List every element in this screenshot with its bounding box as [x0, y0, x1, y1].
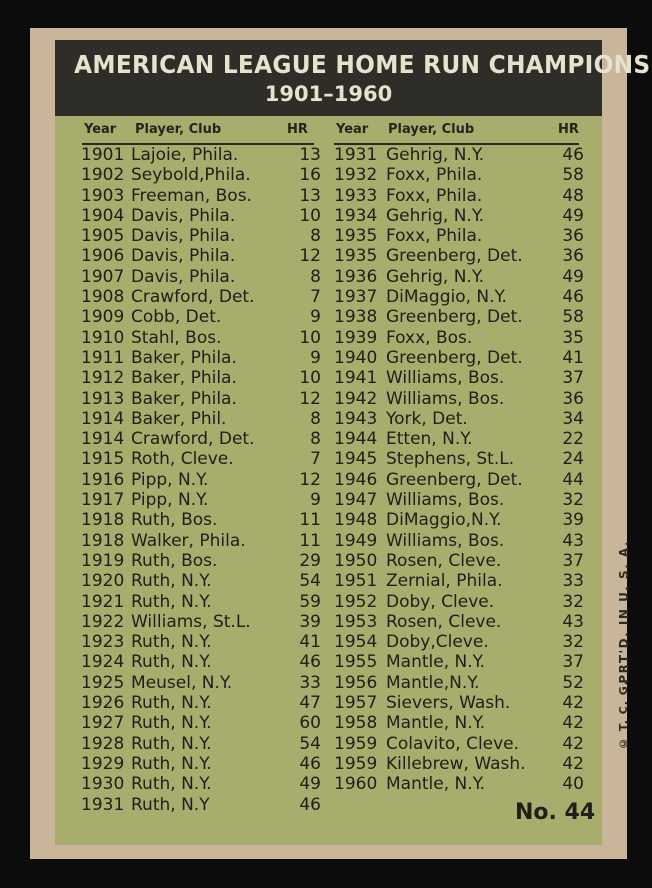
home-runs-cell: 42 [562, 753, 584, 774]
player-club-cell: Pipp, N.Y. [131, 490, 209, 511]
year-cell: 1911 [81, 347, 125, 368]
champion-row [81, 531, 321, 551]
home-runs-cell: 10 [299, 327, 321, 348]
home-runs-cell: 41 [562, 347, 584, 368]
home-runs-cell: 37 [562, 368, 584, 389]
player-club-cell: Williams, Bos. [386, 368, 505, 389]
year-cell: 1946 [334, 469, 378, 490]
home-runs-cell: 12 [299, 469, 321, 490]
champion-row [81, 592, 321, 612]
year-cell: 1925 [81, 672, 125, 693]
champion-row [81, 429, 321, 449]
year-cell: 1924 [81, 652, 125, 673]
year-cell: 1944 [334, 429, 378, 450]
home-runs-cell: 36 [562, 388, 584, 409]
year-cell: 1913 [81, 388, 125, 409]
champion-row [81, 368, 321, 388]
player-club-cell: Mantle, N.Y. [386, 652, 485, 673]
year-cell: 1912 [81, 368, 125, 389]
year-cell: 1932 [334, 165, 378, 186]
stats-panel [55, 40, 651, 845]
home-runs-cell: 10 [299, 368, 321, 389]
home-runs-cell: 46 [299, 753, 321, 774]
year-cell: 1907 [81, 266, 125, 287]
right-player-header: Player, Club [388, 122, 475, 137]
champion-row [81, 287, 321, 307]
player-club-cell: Foxx, Phila. [386, 165, 483, 186]
home-runs-cell: 47 [299, 693, 321, 714]
champion-row [81, 226, 321, 246]
home-runs-cell: 42 [562, 713, 584, 734]
champion-row [81, 206, 321, 226]
year-cell: 1960 [334, 774, 378, 795]
champion-row [334, 165, 584, 185]
home-runs-cell: 33 [562, 571, 584, 592]
home-runs-cell: 32 [562, 632, 584, 653]
home-runs-cell: 43 [562, 611, 584, 632]
home-runs-cell: 8 [310, 266, 321, 287]
left-hr-header: HR [287, 122, 308, 137]
year-cell: 1906 [81, 246, 125, 267]
home-runs-cell: 22 [562, 429, 584, 450]
player-club-cell: Davis, Phila. [131, 266, 236, 287]
printed-in-note: PRT'D. IN U. S. A. [617, 540, 631, 684]
home-runs-cell: 13 [299, 145, 321, 165]
player-club-cell: Ruth, N.Y. [131, 632, 212, 653]
champion-row [334, 429, 584, 449]
home-runs-cell: 46 [562, 145, 584, 165]
champion-row [334, 510, 584, 530]
player-club-cell: Ruth, N.Y [131, 794, 210, 815]
year-cell: 1927 [81, 713, 125, 734]
player-club-cell: Ruth, N.Y. [131, 733, 212, 754]
player-club-cell: DiMaggio,N.Y. [386, 510, 502, 531]
player-club-cell: Davis, Phila. [131, 246, 236, 267]
year-cell: 1958 [334, 713, 378, 734]
player-club-cell: Mantle,N.Y. [386, 672, 480, 693]
year-cell: 1936 [334, 266, 378, 287]
champion-row [81, 307, 321, 327]
home-runs-cell: 54 [299, 733, 321, 754]
year-cell: 1928 [81, 733, 125, 754]
champion-row [334, 693, 584, 713]
champion-row [334, 267, 584, 287]
home-runs-cell: 46 [562, 287, 584, 308]
year-cell: 1957 [334, 693, 378, 714]
player-club-cell: Ruth, N.Y. [131, 652, 212, 673]
home-runs-cell: 12 [299, 388, 321, 409]
champion-row [334, 571, 584, 591]
champion-row [81, 734, 321, 754]
year-cell: 1908 [81, 287, 125, 308]
year-cell: 1909 [81, 307, 125, 328]
champion-row [334, 734, 584, 754]
year-cell: 1903 [81, 185, 125, 206]
player-club-cell: Doby,Cleve. [386, 632, 489, 653]
year-cell: 1918 [81, 510, 125, 531]
player-club-cell: Colavito, Cleve. [386, 733, 520, 754]
champion-row [334, 246, 584, 266]
home-runs-cell: 11 [299, 530, 321, 551]
champion-row [81, 510, 321, 530]
year-cell: 1951 [334, 571, 378, 592]
player-club-cell: Foxx, Bos. [386, 327, 473, 348]
year-cell: 1945 [334, 449, 378, 470]
champion-row [81, 246, 321, 266]
champion-row [81, 389, 321, 409]
player-club-cell: Crawford, Det. [131, 429, 255, 450]
year-cell: 1943 [334, 408, 378, 429]
champion-row [334, 226, 584, 246]
year-cell: 1930 [81, 774, 125, 795]
year-cell: 1915 [81, 449, 125, 470]
home-runs-cell: 37 [562, 652, 584, 673]
home-runs-cell: 48 [562, 185, 584, 206]
champion-row [81, 470, 321, 490]
home-runs-cell: 36 [562, 246, 584, 267]
year-cell: 1950 [334, 550, 378, 571]
year-cell: 1914 [81, 429, 125, 450]
champion-row [81, 409, 321, 429]
champion-row [81, 612, 321, 632]
champion-row [334, 145, 584, 165]
player-club-cell: Williams, Bos. [386, 530, 505, 551]
player-club-cell: York, Det. [386, 408, 468, 429]
player-club-cell: Rosen, Cleve. [386, 611, 502, 632]
champion-row [81, 348, 321, 368]
year-cell: 1923 [81, 632, 125, 653]
home-runs-cell: 42 [562, 733, 584, 754]
home-runs-cell: 16 [299, 165, 321, 186]
champion-row [334, 774, 584, 794]
player-club-cell: Freeman, Bos. [131, 185, 252, 206]
player-club-cell: Gehrig, N.Y. [386, 266, 485, 287]
home-runs-cell: 10 [299, 205, 321, 226]
champion-row [334, 389, 584, 409]
champion-row [81, 571, 321, 591]
home-runs-cell: 29 [299, 550, 321, 571]
card-title: AMERICAN LEAGUE HOME RUN CHAMPIONS [74, 50, 651, 79]
home-runs-cell: 40 [562, 774, 584, 795]
player-club-cell: Rosen, Cleve. [386, 550, 502, 571]
right-hr-header: HR [558, 122, 579, 137]
home-runs-cell: 39 [299, 611, 321, 632]
year-cell: 1920 [81, 571, 125, 592]
champion-row [334, 328, 584, 348]
home-runs-cell: 46 [299, 652, 321, 673]
baseball-card-back [30, 28, 651, 859]
champion-row [334, 348, 584, 368]
player-club-cell: Ruth, N.Y. [131, 693, 212, 714]
player-club-cell: Baker, Phila. [131, 388, 237, 409]
player-club-cell: Stahl, Bos. [131, 327, 222, 348]
champion-row [334, 612, 584, 632]
champion-row [334, 449, 584, 469]
year-cell: 1921 [81, 591, 125, 612]
year-cell: 1905 [81, 226, 125, 247]
home-runs-cell: 9 [310, 307, 321, 328]
player-club-cell: Greenberg, Det. [386, 307, 523, 328]
home-runs-cell: 13 [299, 185, 321, 206]
home-runs-cell: 37 [562, 550, 584, 571]
year-cell: 1933 [334, 185, 378, 206]
champion-row [334, 673, 584, 693]
player-club-cell: Foxx, Phila. [386, 226, 483, 247]
player-club-cell: Roth, Cleve. [131, 449, 234, 470]
home-runs-cell: 49 [562, 205, 584, 226]
year-cell: 1955 [334, 652, 378, 673]
home-runs-cell: 36 [562, 226, 584, 247]
year-cell: 1917 [81, 490, 125, 511]
home-runs-cell: 8 [310, 408, 321, 429]
player-club-cell: Ruth, Bos. [131, 550, 218, 571]
champion-row [334, 490, 584, 510]
year-cell: 1938 [334, 307, 378, 328]
home-runs-cell: 54 [299, 571, 321, 592]
year-cell: 1935 [334, 226, 378, 247]
home-runs-cell: 41 [299, 632, 321, 653]
home-runs-cell: 43 [562, 530, 584, 551]
home-runs-cell: 11 [299, 510, 321, 531]
year-cell: 1941 [334, 368, 378, 389]
champion-row [81, 186, 321, 206]
home-runs-cell: 35 [562, 327, 584, 348]
player-club-cell: Lajoie, Phila. [131, 145, 239, 165]
year-cell: 1942 [334, 388, 378, 409]
champion-row [334, 206, 584, 226]
year-cell: 1939 [334, 327, 378, 348]
player-club-cell: Meusel, N.Y. [131, 672, 233, 693]
champion-row [81, 267, 321, 287]
champion-row [81, 165, 321, 185]
home-runs-cell: 58 [562, 307, 584, 328]
player-club-cell: Ruth, N.Y. [131, 753, 212, 774]
left-champions-list [81, 145, 321, 815]
home-runs-cell: 24 [562, 449, 584, 470]
player-club-cell: Greenberg, Det. [386, 469, 523, 490]
champion-row [334, 409, 584, 429]
champion-row [81, 449, 321, 469]
player-club-cell: Foxx, Phila. [386, 185, 483, 206]
year-cell: 1940 [334, 347, 378, 368]
player-club-cell: Etten, N.Y. [386, 429, 473, 450]
player-club-cell: Baker, Phil. [131, 408, 227, 429]
champion-row [334, 531, 584, 551]
champion-row [334, 368, 584, 388]
home-runs-cell: 42 [562, 693, 584, 714]
champion-row [334, 287, 584, 307]
player-club-cell: Ruth, N.Y. [131, 591, 212, 612]
right-year-header: Year [336, 122, 369, 137]
card-year-range: 1901–1960 [264, 82, 393, 106]
year-cell: 1902 [81, 165, 125, 186]
home-runs-cell: 34 [562, 408, 584, 429]
year-cell: 1947 [334, 490, 378, 511]
title-banner [55, 40, 651, 116]
champion-row [334, 186, 584, 206]
player-club-cell: Ruth, N.Y. [131, 774, 212, 795]
card-number: No. 44 [515, 800, 596, 825]
year-cell: 1919 [81, 550, 125, 571]
player-club-cell: Baker, Phila. [131, 347, 237, 368]
champion-row [81, 795, 321, 815]
player-club-cell: Greenberg, Det. [386, 347, 523, 368]
champion-row [334, 307, 584, 327]
player-club-cell: Williams, Bos. [386, 490, 505, 511]
home-runs-cell: 32 [562, 490, 584, 511]
year-cell: 1948 [334, 510, 378, 531]
player-club-cell: Gehrig, N.Y. [386, 145, 485, 165]
year-cell: 1959 [334, 733, 378, 754]
year-cell: 1922 [81, 611, 125, 632]
champion-row [334, 652, 584, 672]
year-cell: 1901 [81, 145, 125, 165]
player-club-cell: Cobb, Det. [131, 307, 222, 328]
home-runs-cell: 8 [310, 429, 321, 450]
player-club-cell: Baker, Phila. [131, 368, 237, 389]
champion-row [81, 328, 321, 348]
home-runs-cell: 52 [562, 672, 584, 693]
year-cell: 1904 [81, 205, 125, 226]
champion-row [334, 632, 584, 652]
champion-row [334, 713, 584, 733]
year-cell: 1931 [334, 145, 378, 165]
year-cell: 1937 [334, 287, 378, 308]
champion-row [334, 470, 584, 490]
champion-row [81, 551, 321, 571]
year-cell: 1935 [334, 246, 378, 267]
player-club-cell: Ruth, N.Y. [131, 713, 212, 734]
home-runs-cell: 7 [310, 287, 321, 308]
home-runs-cell: 9 [310, 490, 321, 511]
champion-row [81, 713, 321, 733]
home-runs-cell: 39 [562, 510, 584, 531]
home-runs-cell: 49 [562, 266, 584, 287]
year-cell: 1934 [334, 205, 378, 226]
champion-row [334, 592, 584, 612]
home-runs-cell: 46 [299, 794, 321, 815]
player-club-cell: Zernial, Phila. [386, 571, 503, 592]
player-club-cell: Ruth, N.Y. [131, 571, 212, 592]
home-runs-cell: 32 [562, 591, 584, 612]
year-cell: 1949 [334, 530, 378, 551]
player-club-cell: Davis, Phila. [131, 205, 236, 226]
player-club-cell: Williams, St.L. [131, 611, 251, 632]
home-runs-cell: 49 [299, 774, 321, 795]
right-column-headers [55, 122, 602, 140]
year-cell: 1953 [334, 611, 378, 632]
year-cell: 1931 [81, 794, 125, 815]
champion-row [334, 551, 584, 571]
player-club-cell: Doby, Cleve. [386, 591, 495, 612]
champion-row [334, 754, 584, 774]
home-runs-cell: 7 [310, 449, 321, 470]
player-club-cell: Ruth, Bos. [131, 510, 218, 531]
champion-row [81, 693, 321, 713]
year-cell: 1910 [81, 327, 125, 348]
champion-row [81, 652, 321, 672]
player-club-cell: Mantle, N.Y. [386, 713, 485, 734]
champion-row [81, 774, 321, 794]
home-runs-cell: 58 [562, 165, 584, 186]
champion-row [81, 145, 321, 165]
year-cell: 1926 [81, 693, 125, 714]
champion-row [81, 490, 321, 510]
player-club-cell: Pipp, N.Y. [131, 469, 209, 490]
right-champions-list [334, 145, 584, 795]
year-cell: 1952 [334, 591, 378, 612]
player-club-cell: Davis, Phila. [131, 226, 236, 247]
home-runs-cell: 33 [299, 672, 321, 693]
home-runs-cell: 8 [310, 226, 321, 247]
champion-row [81, 632, 321, 652]
home-runs-cell: 60 [299, 713, 321, 734]
left-year-header: Year [84, 122, 117, 137]
left-player-header: Player, Club [135, 122, 222, 137]
player-club-cell: Seybold,Phila. [131, 165, 251, 186]
player-club-cell: Walker, Phila. [131, 530, 246, 551]
player-club-cell: Crawford, Det. [131, 287, 255, 308]
year-cell: 1954 [334, 632, 378, 653]
home-runs-cell: 12 [299, 246, 321, 267]
home-runs-cell: 59 [299, 591, 321, 612]
year-cell: 1959 [334, 753, 378, 774]
champion-row [81, 754, 321, 774]
year-cell: 1918 [81, 530, 125, 551]
player-club-cell: Gehrig, N.Y. [386, 205, 485, 226]
year-cell: 1956 [334, 672, 378, 693]
year-cell: 1916 [81, 469, 125, 490]
player-club-cell: Mantle, N.Y. [386, 774, 485, 795]
player-club-cell: DiMaggio, N.Y. [386, 287, 507, 308]
year-cell: 1914 [81, 408, 125, 429]
home-runs-cell: 44 [562, 469, 584, 490]
champion-row [81, 673, 321, 693]
copyright-note: © T. C. G. [617, 680, 630, 750]
player-club-cell: Sievers, Wash. [386, 693, 511, 714]
year-cell: 1929 [81, 753, 125, 774]
player-club-cell: Stephens, St.L. [386, 449, 515, 470]
player-club-cell: Greenberg, Det. [386, 246, 523, 267]
player-club-cell: Killebrew, Wash. [386, 753, 526, 774]
home-runs-cell: 9 [310, 347, 321, 368]
player-club-cell: Williams, Bos. [386, 388, 505, 409]
